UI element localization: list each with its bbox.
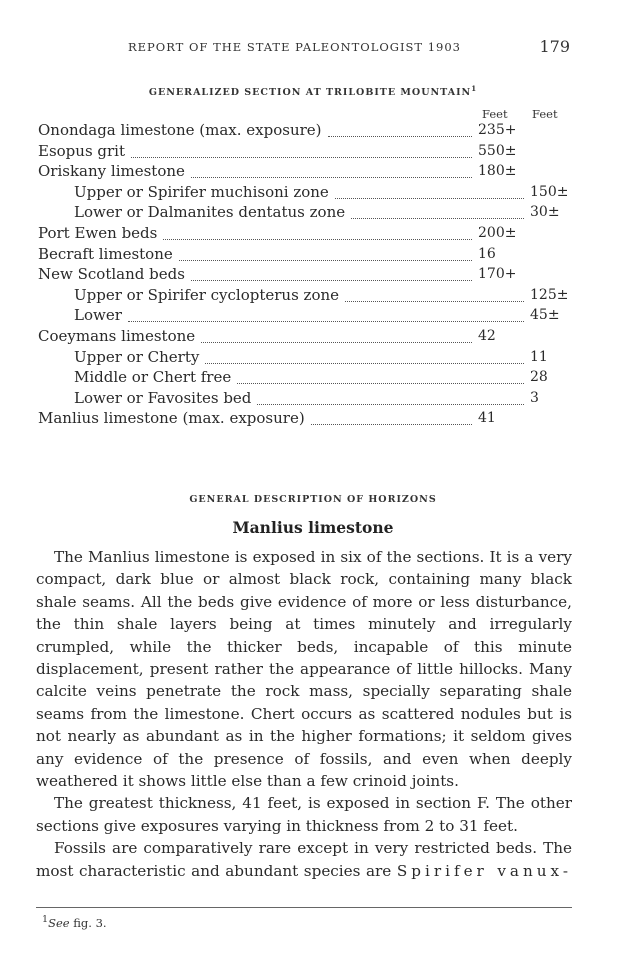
horizon-title: Manlius limestone (232, 518, 394, 537)
description-title: GENERAL DESCRIPTION OF HORIZONS (189, 494, 437, 505)
paragraph-text: Fossils are comparatively rare except in very restricted beds. The most characteristic and abundant species are (36, 839, 572, 880)
thickness-subdivision: 30± (530, 204, 560, 221)
unit-header-column-2: Feet (532, 107, 558, 121)
dot-leader (128, 319, 524, 322)
footnote-see: See (48, 915, 70, 930)
thickness-subdivision: 11 (530, 348, 548, 365)
unit-header-column-1: Feet (482, 107, 508, 121)
section-title (0, 84, 626, 98)
table-row (38, 367, 586, 388)
thickness-total: 42 (478, 327, 496, 344)
formation-name: Manlius limestone (max. exposure) (38, 409, 305, 428)
thickness-total: 41 (478, 410, 496, 427)
thickness-subdivision: 45± (530, 307, 560, 324)
dot-leader (345, 299, 524, 302)
formation-name: Upper or Spirifer cyclopterus zone (74, 285, 340, 304)
dot-leader (191, 175, 472, 178)
formation-name: Becraft limestone (38, 244, 173, 263)
thickness-total: 200± (478, 224, 517, 241)
section-table (38, 120, 586, 429)
formation-name: Coeymans limestone (38, 326, 196, 345)
formation-name: Onondaga limestone (max. exposure) (38, 121, 322, 139)
dot-leader (237, 381, 524, 384)
dot-leader (328, 134, 472, 137)
table-row (38, 408, 586, 429)
table-row (38, 244, 586, 265)
paragraph: The Manlius limestone is exposed in six of the sections. It is a very compact, dark blue or almost black rock, containing many black shale seams. All the beds give evidence of more or less disturbance, the thin shale layers being at times minutely and irregularly crumpled, while the thicker beds, incapable of this minute displacement, present rather the appearance of little hillocks. Many calcite veins penetrate the rock mass, specially separating shale seams from the limestone. Chert occurs as scattered nodules but is not nearly as abundant as in the higher formations; it seldom gives any evidence of the presence of fossils, and even when deeply weathered it shows little else than a few crinoid joints. (36, 548, 572, 791)
table-row (38, 326, 586, 347)
dot-leader (191, 278, 472, 281)
body-text (36, 546, 572, 882)
dot-leader (257, 402, 524, 405)
table-row (38, 305, 586, 326)
thickness-total: 180± (478, 163, 517, 180)
dot-leader (131, 155, 472, 158)
formation-name: Oriskany limestone (38, 162, 185, 181)
dot-leader (201, 340, 472, 343)
formation-name: Lower or Favosites bed (74, 388, 252, 407)
footnote (42, 914, 107, 930)
table-row (38, 264, 586, 285)
formation-name: Port Ewen beds (38, 223, 158, 242)
table-row (38, 120, 586, 141)
paragraph-last (36, 837, 572, 882)
formation-name: Upper or Spirifer muchisoni zone (74, 182, 329, 201)
table-row (38, 161, 586, 182)
table-row (38, 388, 586, 409)
table-row (38, 223, 586, 244)
thickness-total: 235+ (478, 122, 517, 138)
dot-leader (179, 258, 472, 261)
thickness-total: 16 (478, 245, 496, 262)
thickness-subdivision: 150± (530, 183, 569, 200)
paragraph: The greatest thickness, 41 feet, is exposed in section F. The other sections give exposures varying in thickness from 2 to 31 feet. (36, 794, 572, 835)
thickness-total: 550± (478, 142, 517, 159)
formation-name: Esopus grit (38, 141, 126, 160)
dot-leader (163, 237, 472, 240)
dot-leader (351, 216, 524, 219)
running-head-title: REPORT OF THE STATE PALEONTOLOGIST 1903 (128, 40, 462, 54)
thickness-subdivision: 125± (530, 286, 569, 303)
thickness-subdivision: 3 (530, 389, 539, 406)
formation-name: Lower (74, 306, 122, 325)
formation-name: New Scotland beds (38, 265, 185, 284)
footnote-reference: 1 (471, 84, 478, 93)
dot-leader (311, 422, 472, 425)
footnote-text: fig. 3. (73, 915, 107, 930)
formation-name: Middle or Chert free (74, 368, 232, 387)
table-row (38, 285, 586, 306)
thickness-total: 170+ (478, 266, 517, 283)
footnote-rule (36, 907, 572, 908)
species-name: Spirifer vanux- (396, 861, 572, 880)
footnote-mark: 1 (42, 914, 49, 925)
formation-name: Upper or Cherty (74, 347, 200, 366)
table-row (38, 141, 586, 162)
dot-leader (335, 196, 524, 199)
dot-leader (205, 361, 524, 364)
table-row (38, 182, 586, 203)
section-title-text: GENERALIZED SECTION AT TRILOBITE MOUNTAIN (148, 87, 472, 99)
page-number: 179 (539, 37, 570, 56)
table-row (38, 202, 586, 223)
formation-name: Lower or Dalmanites dentatus zone (74, 203, 346, 222)
table-row (38, 347, 586, 368)
thickness-subdivision: 28 (530, 369, 548, 386)
